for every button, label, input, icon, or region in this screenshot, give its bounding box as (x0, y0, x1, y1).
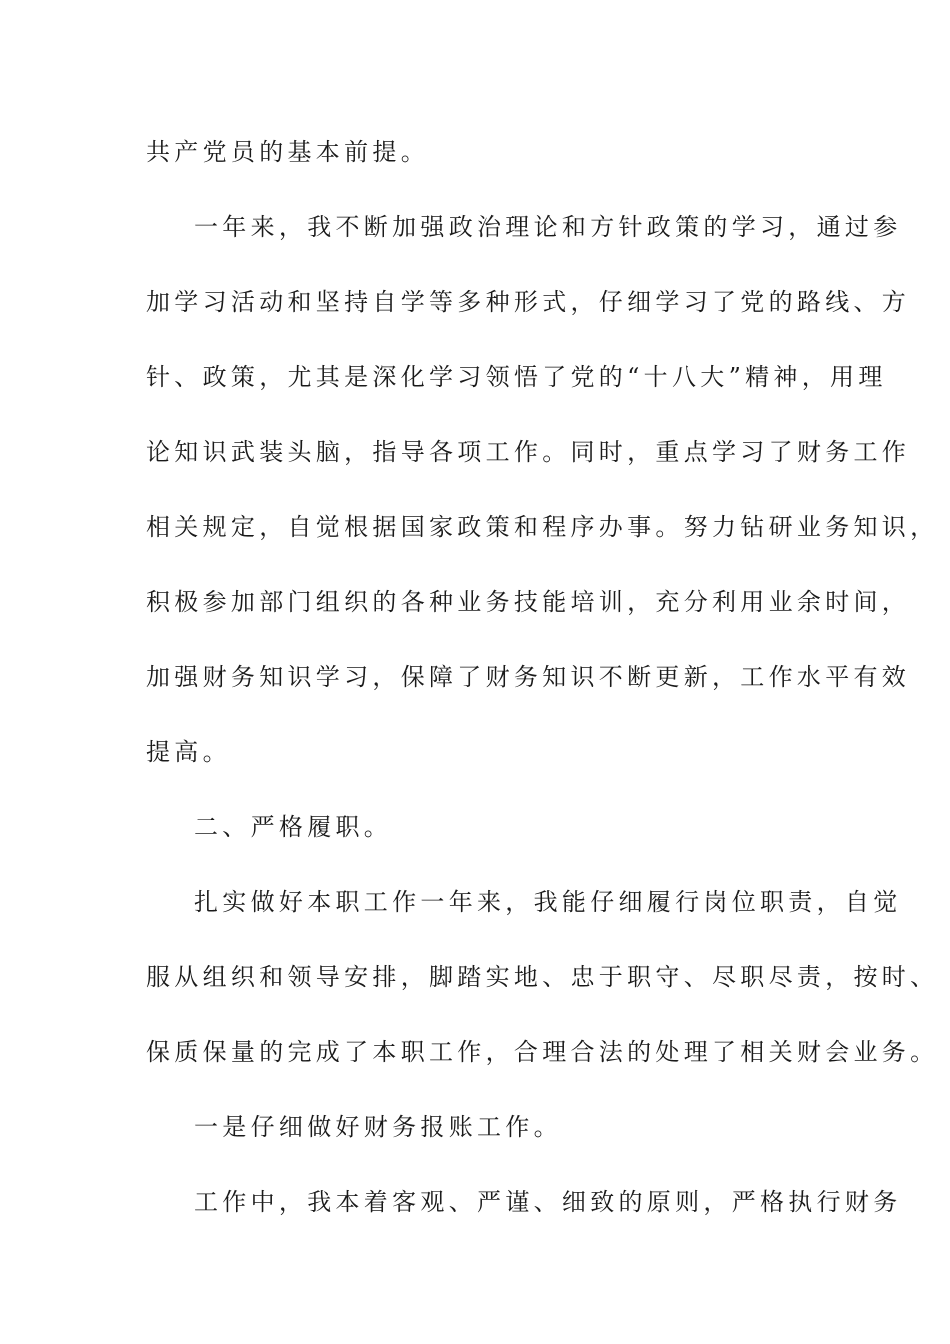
text-line-8: 加强财务知识学习，保障了财务知识不断更新，工作水平有效 (146, 663, 911, 691)
text-line-2: 一年来，我不断加强政治理论和方针政策的学习，通过参 (194, 213, 902, 241)
text-line-13: 保质保量的完成了本职工作，合理合法的处理了相关财会业务。 (146, 1038, 939, 1066)
text-line-9: 提高。 (146, 738, 231, 766)
text-line-15: 工作中，我本着客观、严谨、细致的原则，严格执行财务 (194, 1188, 902, 1216)
text-line-7: 积极参加部门组织的各种业务技能培训，充分利用业余时间， (146, 588, 911, 616)
text-line-6: 相关规定，自觉根据国家政策和程序办事。努力钻研业务知识， (146, 513, 939, 541)
text-line-12: 服从组织和领导安排，脚踏实地、忠于职守、尽职尽责，按时、 (146, 963, 939, 991)
text-line-5: 论知识武装头脑，指导各项工作。同时，重点学习了财务工作 (146, 438, 911, 466)
text-line-3: 加学习活动和坚持自学等多种形式，仔细学习了党的路线、方 (146, 288, 911, 316)
text-line-11: 扎实做好本职工作一年来，我能仔细履行岗位职责，自觉 (194, 888, 902, 916)
text-line-1: 共产党员的基本前提。 (146, 138, 429, 166)
text-line-4: 针、政策，尤其是深化学习领悟了党的“十八大”精神，用理 (146, 363, 887, 391)
section-heading: 二、严格履职。 (194, 813, 393, 841)
subsection-heading: 一是仔细做好财务报账工作。 (194, 1113, 562, 1141)
